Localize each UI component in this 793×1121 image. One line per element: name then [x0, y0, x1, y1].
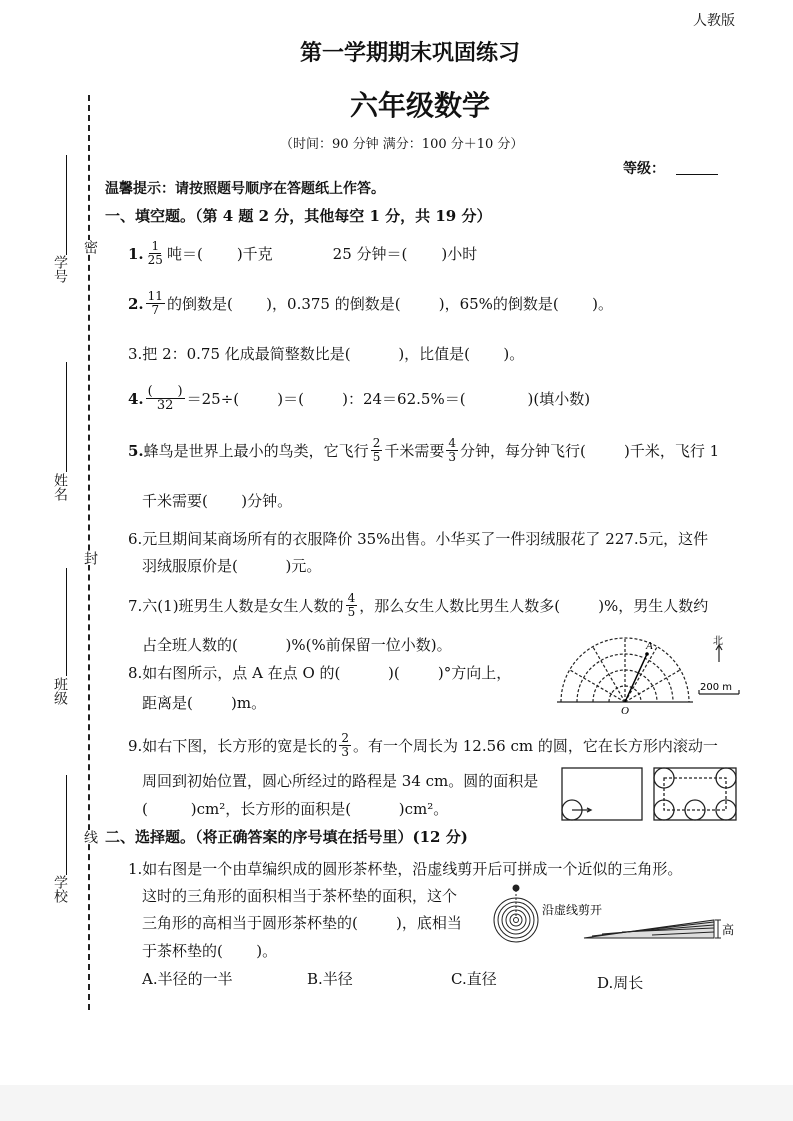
page-bottom-strip: [0, 1085, 793, 1121]
class-label: 班级: [52, 677, 68, 705]
s2-question-1-line4: 于茶杯垫的( )。: [142, 942, 278, 960]
exam-subject: 六年级数学: [350, 89, 491, 122]
q1-text-b: )千克: [236, 245, 273, 263]
question-8-line2: 距离是( )m。: [142, 694, 267, 712]
s2-question-1-line3: 三角形的高相当于圆形茶杯垫的( )，底相当: [142, 914, 462, 932]
q8-point-a: [645, 652, 649, 656]
question-7: 7.六(1)班男生人数是女生人数的 $\frac{4}{5}$ ，那么女生人数比男生人数多( )%，男生人数约: [128, 591, 709, 619]
q9-rectangle-diagram: [560, 766, 740, 824]
edition-label: 人教版: [693, 13, 735, 29]
seal-feng: 封: [82, 551, 98, 565]
option-a[interactable]: A.半径的一半: [142, 970, 233, 988]
coaster-height-label: 高: [722, 923, 735, 937]
s2-question-1-line2: 这时的三角形的面积相当于茶杯垫的面积，这个: [142, 887, 458, 905]
tip-text: 温馨提示：请按照题号顺序在答题纸上作答。: [105, 181, 385, 197]
q8-north-label: 北: [713, 636, 723, 647]
coaster-diagram: [492, 882, 742, 952]
question-3: 3.把 2：0.75 化成最简整数比是( )，比值是( )。: [128, 345, 525, 363]
student-no-label: 学号: [52, 255, 68, 283]
option-d[interactable]: D.周长: [597, 974, 644, 992]
grade-blank[interactable]: [676, 174, 718, 175]
question-6-line2: 羽绒服原价是( )元。: [142, 557, 322, 575]
question-2: 2. $\frac{11}{7}$ 的倒数是( )，0.375 的倒数是( )，65%的倒数是( )。: [128, 289, 614, 317]
q8-scale-label: 200 m: [700, 682, 733, 693]
question-1: [128, 240, 477, 267]
name-blank[interactable]: [66, 362, 67, 472]
q1-fraction: $\frac{1}{25}$: [147, 239, 163, 267]
q8-label-a: A: [646, 640, 653, 652]
option-c[interactable]: C.直径: [451, 970, 497, 988]
q8-label-o: O: [621, 705, 629, 716]
question-7-line2: 占全班人数的( )%(%前保留一位小数)。: [142, 636, 452, 654]
name-label: 姓名: [52, 473, 68, 501]
q2-text: 的倒数是( )，0.375 的倒数是( )，65%的倒数是( )。: [166, 295, 614, 313]
q4-fraction: $\frac{( )}{32}$: [147, 384, 183, 413]
q1-number: 1.: [128, 244, 144, 263]
q1-text-c: 25 分钟＝(: [332, 245, 408, 263]
school-label: 学校: [52, 875, 68, 903]
grade-label: 等级：: [623, 161, 665, 177]
exam-title: 第一学期期末巩固练习: [300, 40, 521, 66]
section2-header: 二、选择题。（将正确答案的序号填在括号里）(12 分): [105, 828, 468, 846]
option-b[interactable]: B.半径: [307, 970, 353, 988]
coaster-cut-label: 沿虚线剪开: [542, 903, 603, 917]
q1-text-d: )小时: [441, 245, 478, 263]
student-no-blank[interactable]: [66, 155, 67, 255]
question-5-line2: 千米需要( )分钟。: [142, 492, 293, 510]
seal-mi: 密: [82, 240, 98, 254]
section1-header: 一、填空题。（第 4 题 2 分，其他每空 1 分，共 19 分）: [105, 207, 492, 225]
question-9-line3: ( )cm²，长方形的面积是( )cm²。: [142, 800, 449, 818]
question-8: 8.如右图所示，点 A 在点 O 的( )( )°方向上，: [128, 664, 512, 682]
seal-xian: 线: [82, 830, 98, 844]
q8-direction-diagram: [555, 632, 745, 716]
time-info: （时间：90 分钟 满分：100 分＋10 分）: [280, 137, 524, 152]
q4-text: ＝25÷( )＝( )：24＝62.5%＝( )(填小数): [186, 390, 591, 408]
q1-text-a: 吨＝(: [166, 245, 203, 263]
question-6: 6.元旦期间某商场所有的衣服降价 35%出售。小华买了一件羽绒服花了 227.5元，这件: [128, 530, 709, 548]
class-blank[interactable]: [66, 568, 67, 676]
question-9: 9.如右下图，长方形的宽是长的 $\frac{2}{3}$ 。有一个周长为 12.56 cm 的圆，它在长方形内滚动一: [128, 731, 718, 759]
s2-question-1: 1.如右图是一个由草编织成的圆形茶杯垫，沿虚线剪开后可拼成一个近似的三角形。: [128, 860, 683, 878]
question-4: 4. $\frac{( )}{32}$ ＝25÷( )＝( )：24＝62.5%＝( )(填小数): [128, 384, 591, 413]
school-blank[interactable]: [66, 775, 67, 875]
question-5: 5. 蜂鸟是世界上最小的鸟类，它飞行 $\frac{2}{5}$ 千米需要 $\frac{4}{3}$ 分钟，每分钟飞行( )千米，飞行 1: [128, 436, 720, 464]
q2-fraction: $\frac{11}{7}$: [147, 289, 163, 317]
question-9-line2: 周回到初始位置，圆心所经过的路程是 34 cm。圆的面积是: [142, 772, 539, 790]
